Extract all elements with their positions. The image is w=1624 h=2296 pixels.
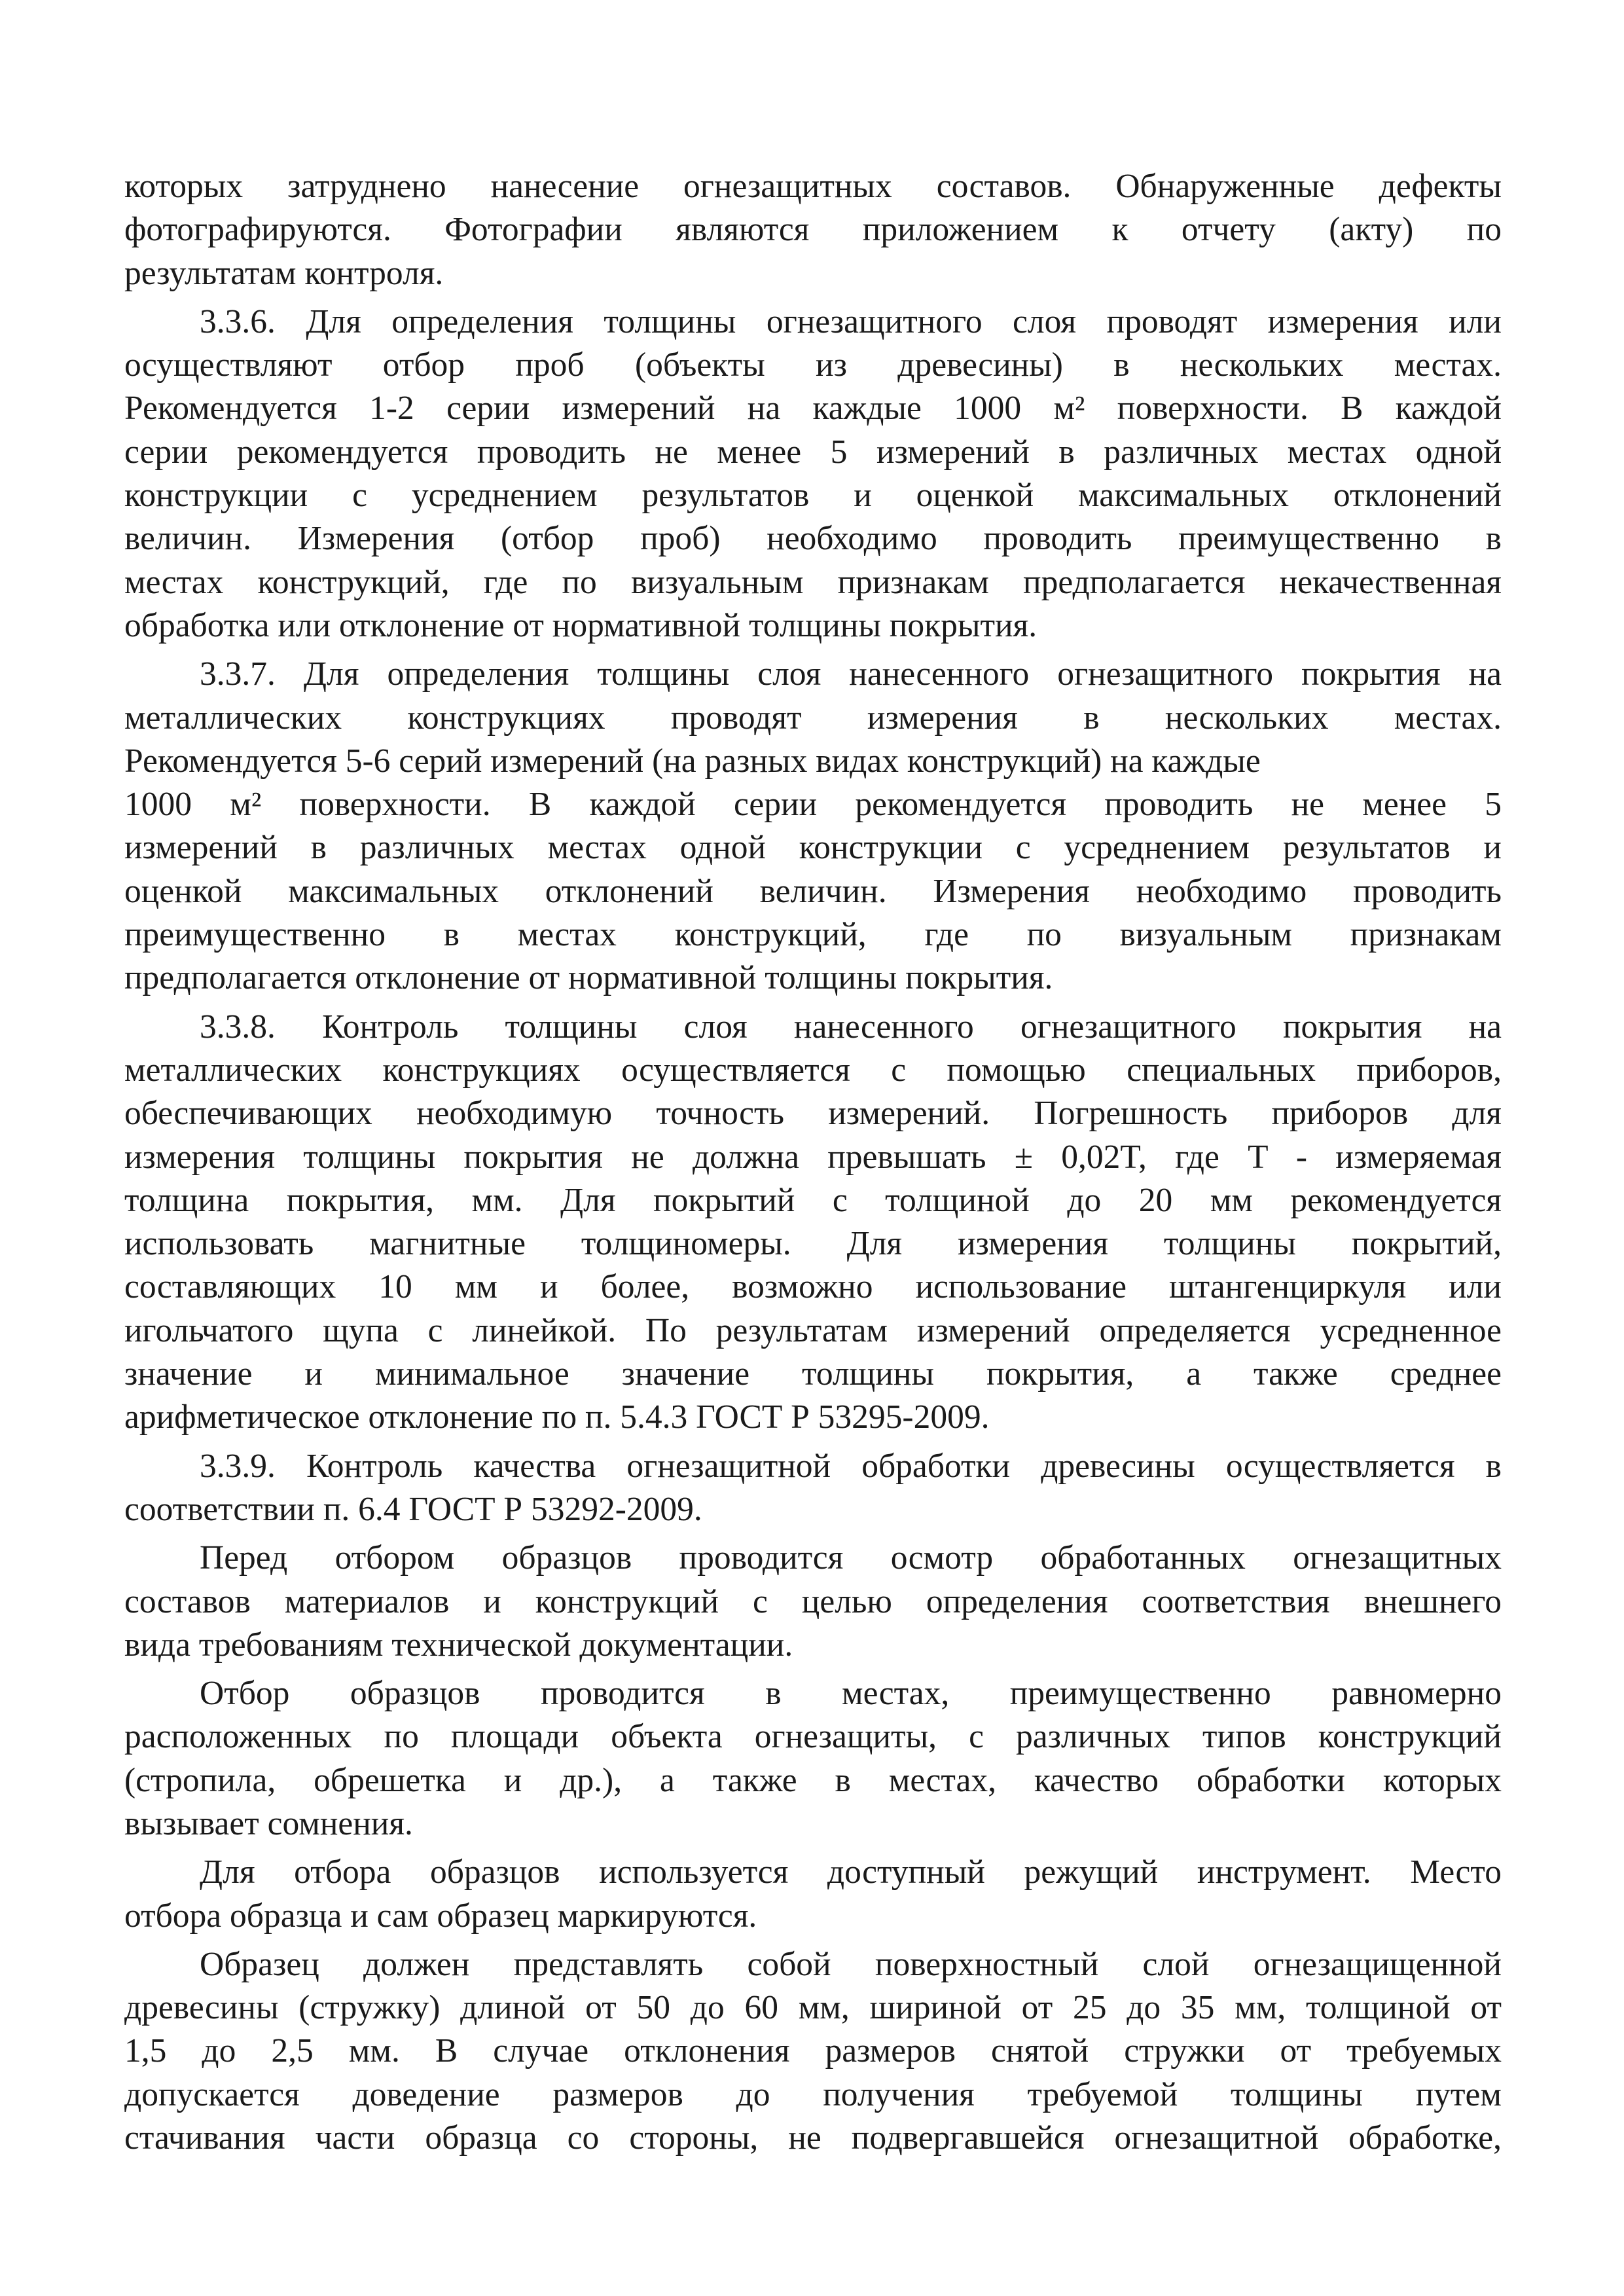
text-line: Для отбора образцов используется доступный режущий инструмент. Место xyxy=(200,1853,1502,1891)
text-line: Отбор образцов проводится в местах, преимущественно равномерно xyxy=(200,1675,1502,1713)
text-line: местах конструкций, где по визуальным признакам предполагается некачественная xyxy=(124,563,1502,601)
text-line: 3.3.9. Контроль качества огнезащитной обработки древесины осуществляется в xyxy=(200,1447,1502,1485)
text-line: древесины (стружку) длиной от 50 до 60 мм, шириной от 25 до 35 мм, толщиной от xyxy=(124,1989,1502,2027)
text-line: арифметическое отклонение по п. 5.4.3 ГОСТ Р 53295-2009. xyxy=(124,1398,990,1436)
text-line: осуществляют отбор проб (объекты из древесины) в нескольких местах. xyxy=(124,346,1502,384)
document-body xyxy=(124,165,1502,2165)
text-line: составов материалов и конструкций с целью определения соответствия внешнего xyxy=(124,1582,1502,1620)
text-line: игольчатого щупа с линейкой. По результатам измерений определяется усредненное xyxy=(124,1311,1502,1349)
text-line: толщина покрытия, мм. Для покрытий с толщиной до 20 мм рекомендуется xyxy=(124,1181,1502,1219)
text-line: Образец должен представлять собой поверхностный слой огнезащищенной xyxy=(200,1945,1502,1983)
text-line: металлических конструкциях проводят измерения в нескольких местах. xyxy=(124,699,1502,737)
paragraph-3-3-9 xyxy=(124,1445,1502,1532)
text-line: 3.3.7. Для определения толщины слоя нанесенного огнезащитного покрытия на xyxy=(200,655,1502,693)
text-line: металлических конструкциях осуществляется с помощью специальных приборов, xyxy=(124,1051,1502,1089)
text-line: измерения толщины покрытия не должна превышать ± 0,02T, где T - измеряемая xyxy=(124,1138,1502,1176)
text-line: (стропила, обрешетка и др.), а также в местах, качество обработки которых xyxy=(124,1761,1502,1799)
paragraph-3-3-8 xyxy=(124,1006,1502,1440)
text-line: преимущественно в местах конструкций, где по визуальным признакам xyxy=(124,916,1502,954)
text-line: отбора образца и сам образец маркируются. xyxy=(124,1897,757,1935)
text-line: фотографируются. Фотографии являются приложением к отчету (акту) по xyxy=(124,211,1502,249)
text-line: которых затруднено нанесение огнезащитных составов. Обнаруженные дефекты xyxy=(124,168,1502,205)
text-line: составляющих 10 мм и более, возможно использование штангенциркуля или xyxy=(124,1268,1502,1306)
text-line: величин. Измерения (отбор проб) необходимо проводить преимущественно в xyxy=(124,520,1502,558)
paragraph-3-3-6 xyxy=(124,301,1502,647)
text-line: 1000 м² поверхности. В каждой серии рекомендуется проводить не менее 5 xyxy=(124,786,1502,824)
text-line: вида требованиям технической документации. xyxy=(124,1626,793,1664)
paragraph-3-3-7 xyxy=(124,653,1502,1000)
paragraph-defects-photo xyxy=(124,165,1502,295)
text-line: значение и минимальное значение толщины покрытия, а также среднее xyxy=(124,1355,1502,1393)
text-line: допускается доведение размеров до получения требуемой толщины путем xyxy=(124,2075,1502,2113)
text-line: серии рекомендуется проводить не менее 5 измерений в различных местах одной xyxy=(124,433,1502,471)
text-line: предполагается отклонение от нормативной толщины покрытия. xyxy=(124,959,1053,997)
text-line: использовать магнитные толщиномеры. Для измерения толщины покрытий, xyxy=(124,1225,1502,1263)
text-line: вызывает сомнения. xyxy=(124,1804,413,1842)
text-line: обеспечивающих необходимую точность измерений. Погрешность приборов для xyxy=(124,1095,1502,1133)
paragraph-sampling-locations xyxy=(124,1672,1502,1846)
text-line: Рекомендуется 1-2 серии измерений на каждые 1000 м² поверхности. В каждой xyxy=(124,390,1502,428)
text-line: Перед отбором образцов проводится осмотр обработанных огнезащитных xyxy=(200,1539,1502,1577)
paragraph-inspection xyxy=(124,1537,1502,1667)
text-line: 3.3.8. Контроль толщины слоя нанесенного огнезащитного покрытия на xyxy=(200,1008,1502,1046)
text-line: Рекомендуется 5-6 серий измерений (на разных видах конструкций) на каждые xyxy=(124,742,1261,780)
text-line: стачивания части образца со стороны, не подвергавшейся огнезащитной обработке, xyxy=(124,2119,1502,2157)
text-line: 3.3.6. Для определения толщины огнезащитного слоя проводят измерения или xyxy=(200,302,1502,340)
text-line: измерений в различных местах одной конструкции с усреднением результатов и xyxy=(124,829,1502,867)
paragraph-cutting-tool xyxy=(124,1851,1502,1938)
text-line: 1,5 до 2,5 мм. В случае отклонения размеров снятой стружки от требуемых xyxy=(124,2032,1502,2070)
paragraph-sample-dimensions xyxy=(124,1943,1502,2160)
text-line: соответствии п. 6.4 ГОСТ Р 53292-2009. xyxy=(124,1490,702,1528)
text-line: конструкции с усреднением результатов и оценкой максимальных отклонений xyxy=(124,477,1502,515)
text-line: расположенных по площади объекта огнезащиты, с различных типов конструкций xyxy=(124,1718,1502,1756)
text-line: обработка или отклонение от нормативной толщины покрытия. xyxy=(124,606,1038,644)
text-line: результатам контроля. xyxy=(124,254,444,292)
text-line: оценкой максимальных отклонений величин. Измерения необходимо проводить xyxy=(124,872,1502,910)
